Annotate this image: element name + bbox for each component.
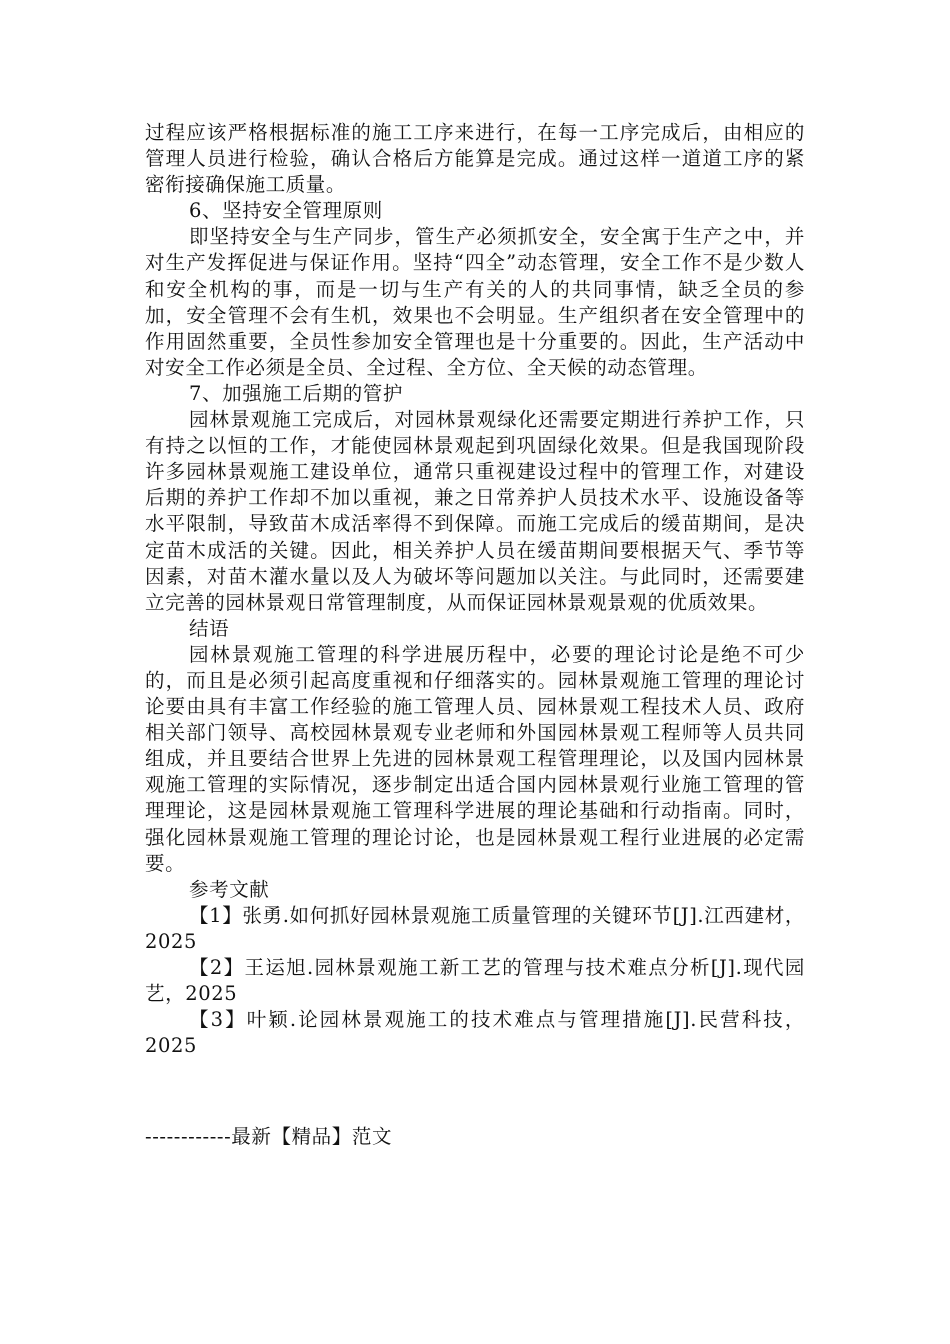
- paragraph-post-construction-care: 园林景观施工完成后，对园林景观绿化还需要定期进行养护工作，只有持之以恒的工作，才能使园林景观起到巩固绿化效果。但是我国现阶段许多园林景观施工建设单位，通常只重视建设过程中的管理工作，对建设后期的养护工作却不加以重视，兼之日常养护人员技术水平、设施设备等水平限制，导致苗木成活率得不到保障。而施工完成后的缓苗期间，是决定苗木成活的关键。因此，相关养护人员在缓苗期间要根据天气、季节等因素，对苗木灌水量以及人为破坏等问题加以关注。与此同时，还需要建立完善的园林景观日常管理制度，从而保证园林景观景观的优质效果。: [145, 408, 805, 614]
- reference-item: 【3】叶颖.论园林景观施工的技术难点与管理措施[J].民营科技，2025: [145, 1008, 805, 1058]
- reference-item: 【2】王运旭.园林景观施工新工艺的管理与技术难点分析[J].现代园艺，2025: [145, 956, 805, 1006]
- section-heading-post-construction-care: 7、加强施工后期的管护: [189, 381, 404, 405]
- reference-item: 【1】张勇.如何抓好园林景观施工质量管理的关键环节[J].江西建材，2025: [145, 903, 805, 953]
- section-heading-safety-principle: 6、坚持安全管理原则: [189, 199, 383, 223]
- page-footer: ------------最新【精品】范文: [145, 1125, 393, 1148]
- section-heading-references: 参考文献: [189, 877, 270, 901]
- paragraph-conclusion: 园林景观施工管理的科学进展历程中，必要的理论讨论是绝不可少的，而且是必须引起高度重视和仔细落实的。园林景观施工管理的理论讨论要由具有丰富工作经验的施工管理人员、园林景观工程技术人员、政府相关部门领导、高校园林景观专业老师和外国园林景观工程师等人员共同组成，并且要结合世界上先进的园林景观工程管理理论，以及国内园林景观施工管理的实际情况，逐步制定出适合国内园林景观行业施工管理的管理理论，这是园林景观施工管理科学进展的理论基础和行动指南。同时，强化园林景观施工管理的理论讨论，也是园林景观工程行业进展的必定需要。: [145, 642, 805, 875]
- paragraph-safety-management: 即坚持安全与生产同步，管生产必须抓安全，安全寓于生产之中，并对生产发挥促进与保证作用。坚持“四全”动态管理，安全工作不是少数人和安全机构的事，而是一切与生产有关的人的共同事情，缺乏全员的参加，安全管理不会有生机，效果也不会明显。生产组织者在安全管理中的作用固然重要，全员性参加安全管理也是十分重要的。因此，生产活动中对安全工作必须是全员、全过程、全方位、全天候的动态管理。: [145, 225, 805, 379]
- section-heading-conclusion: 结语: [189, 616, 230, 640]
- document-body: [145, 120, 805, 1059]
- paragraph-construction-process: 过程应该严格根据标准的施工工序来进行，在每一工序完成后，由相应的管理人员进行检验，确认合格后方能算是完成。通过这样一道道工序的紧密衔接确保施工质量。: [145, 121, 805, 197]
